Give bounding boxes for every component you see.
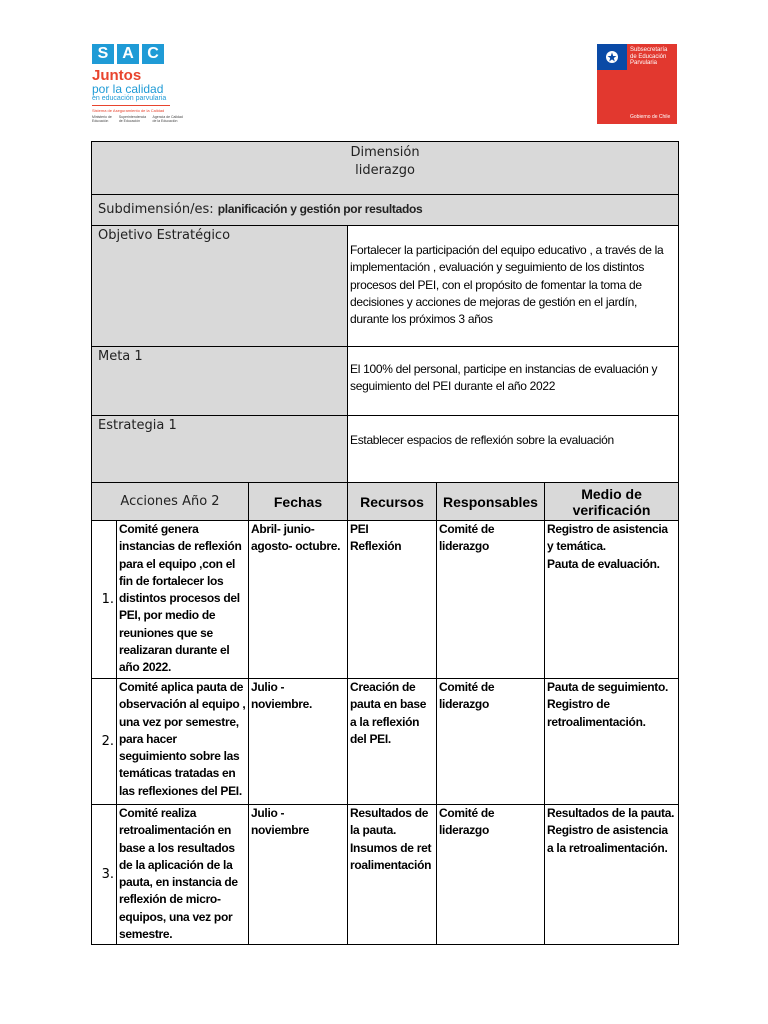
action-row bbox=[92, 805, 679, 945]
action-dates: Julio - noviembre bbox=[249, 805, 348, 945]
goal-row bbox=[92, 347, 679, 416]
action-description: Comité genera instancias de reflexión para el equipo ,con el fin de fortalecer los distintos procesos del PEI, por medio de reuniones que se realizaran durante el año 2022. bbox=[117, 521, 249, 679]
gob-text-line: Parvularia bbox=[630, 60, 658, 66]
action-number: 3. bbox=[92, 805, 117, 945]
sac-ministry: Superintendencia de Educación bbox=[118, 115, 147, 123]
dimension-value: liderazgo bbox=[355, 163, 415, 178]
sac-logo bbox=[92, 44, 184, 128]
chile-emblem-icon bbox=[603, 49, 621, 65]
goal-value: El 100% del personal, participe en instancias de evaluación y seguimiento del PEI durante el año 2022 bbox=[348, 347, 679, 416]
sac-subtitle: por la calidad bbox=[92, 82, 164, 96]
subdimension-value: planificación y gestión por resultados bbox=[217, 202, 423, 217]
resources-header: Recursos bbox=[348, 483, 437, 521]
gob-text-line: de Educación bbox=[630, 53, 667, 60]
action-responsible: Comité de liderazgo bbox=[437, 521, 545, 679]
planning-table bbox=[91, 141, 679, 945]
responsible-header: Responsables bbox=[437, 483, 545, 521]
objective-label: Objetivo Estratégico bbox=[92, 226, 348, 347]
strategy-label: Estrategia 1 bbox=[92, 416, 348, 483]
action-description: Comité realiza retroalimentación en base a los resultados de la aplicación de la pauta, en instancia de reflexión de micro-equipos, una vez por semestre. bbox=[117, 805, 249, 945]
sac-letter-boxes bbox=[92, 44, 184, 64]
gob-text-line: Subsecretaría bbox=[630, 47, 668, 53]
strategy-value: Establecer espacios de reflexión sobre la evaluación bbox=[348, 416, 679, 483]
sac-letter: S bbox=[92, 44, 114, 64]
strategy-row bbox=[92, 416, 679, 483]
dimension-row bbox=[92, 142, 679, 195]
sac-title: Juntos bbox=[92, 67, 142, 84]
action-responsible: Comité de liderazgo bbox=[437, 679, 545, 805]
actions-header-row bbox=[92, 483, 679, 521]
action-dates: Julio - noviembre. bbox=[249, 679, 348, 805]
sac-divider bbox=[92, 105, 170, 106]
action-verification: Pauta de seguimiento. Registro de retroalimentación. bbox=[545, 679, 679, 805]
sac-ministry: Ministerio de Educación bbox=[92, 115, 112, 123]
action-resources: PEI Reflexión bbox=[348, 521, 437, 679]
sac-letter: C bbox=[142, 44, 164, 64]
action-resources: Resultados de la pauta. Insumos de retroalimentación bbox=[348, 805, 437, 945]
action-resources: Creación de pauta en base a la reflexión del PEI. bbox=[348, 679, 437, 805]
sac-subtitle-2: en educación parvularia bbox=[92, 95, 167, 102]
action-row bbox=[92, 679, 679, 805]
goal-label: Meta 1 bbox=[92, 347, 348, 416]
sac-letter: A bbox=[117, 44, 139, 64]
action-number: 1. bbox=[92, 521, 117, 679]
gobierno-logo bbox=[597, 44, 677, 124]
subdimension-cell bbox=[92, 195, 679, 226]
actions-header: Acciones Año 2 bbox=[92, 483, 249, 521]
subdimension-row bbox=[92, 195, 679, 226]
dimension-label: Dimensión bbox=[350, 145, 420, 160]
dates-header: Fechas bbox=[249, 483, 348, 521]
action-verification: Resultados de la pauta. Registro de asistencia a la retroalimentación. bbox=[545, 805, 679, 945]
action-verification: Registro de asistencia y temática. Pauta de evaluación. bbox=[545, 521, 679, 679]
objective-row bbox=[92, 226, 679, 347]
subdimension-label: Subdimensión/es: bbox=[98, 202, 214, 218]
action-description: Comité aplica pauta de observación al equipo , una vez por semestre, para hacer seguimiento sobre las temáticas tratadas en las reflexiones del PEI. bbox=[117, 679, 249, 805]
gob-subsecretaria bbox=[630, 47, 667, 67]
sac-tagline: Sistema de Aseguramiento de la Calidad bbox=[92, 108, 165, 113]
sac-ministries bbox=[92, 115, 184, 123]
gob-footer-text: Gobierno de Chile bbox=[630, 114, 671, 120]
action-number: 2. bbox=[92, 679, 117, 805]
objective-value: Fortalecer la participación del equipo educativo , a través de la implementación , evaluación y seguimiento de los distintos procesos del PEI, con el propósito de fomentar la toma de decisiones y acciones de mejoras de gestión en el jardín, durante los próximos 3 años bbox=[348, 226, 679, 347]
dimension-cell bbox=[92, 142, 679, 195]
action-dates: Abril- junio- agosto- octubre. bbox=[249, 521, 348, 679]
action-row bbox=[92, 521, 679, 679]
action-responsible: Comité de liderazgo bbox=[437, 805, 545, 945]
sac-ministry: Agencia de Calidad de la Educación bbox=[152, 115, 183, 123]
verification-header: Medio de verificación bbox=[545, 483, 679, 521]
